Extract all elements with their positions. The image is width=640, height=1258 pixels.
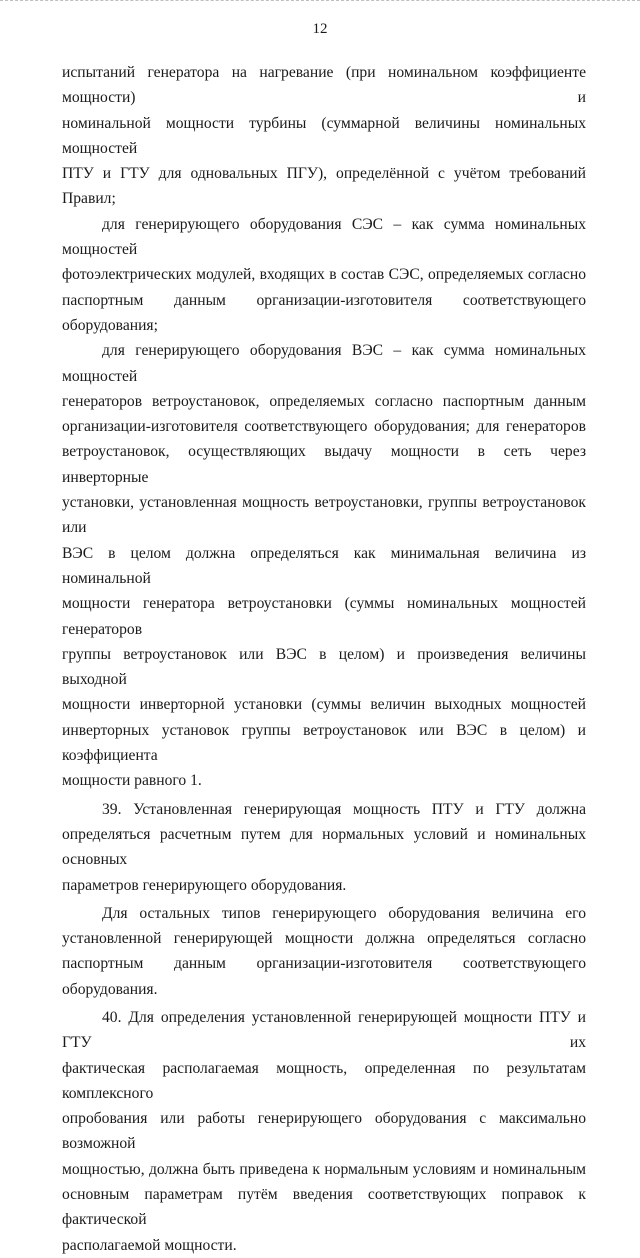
- text-line: 39. Установленная генерирующая мощность ПТУ и ГТУ должна: [102, 800, 586, 818]
- scan-edge-divider: [0, 0, 640, 4]
- text-line: основным параметрам путём введения соответствующих поправок к фактической: [62, 1186, 586, 1229]
- text-line: установки, установленная мощность ветроустановки, группы ветроустановок или: [62, 494, 586, 537]
- document-body: [62, 60, 586, 1258]
- text-line: фотоэлектрических модулей, входящих в состав СЭС, определяемых согласно: [62, 266, 586, 284]
- text-line: номинальной мощности турбины (суммарной величины номинальных мощностей: [62, 114, 586, 157]
- text-line: ВЭС в целом должна определяться как минимальная величина из номинальной: [62, 544, 586, 587]
- text-line: определяться расчетным путем для нормальных условий и номинальных основных: [62, 825, 586, 869]
- text-line: располагаемой мощности.: [62, 1236, 237, 1254]
- text-line: организации-изготовителя соответствующего оборудования; для генераторов: [62, 418, 586, 436]
- text-line: для генерирующего оборудования СЭС – как сумма номинальных мощностей: [62, 215, 586, 259]
- text-line: генераторов ветроустановок, определяемых согласно паспортным данным: [62, 392, 586, 410]
- text-line: фактическая располагаемая мощность, определенная по результатам комплексного: [62, 1059, 586, 1102]
- text-line: Для остальных типов генерирующего оборудования величина его: [102, 904, 586, 922]
- text-line: мощностью, должна быть приведена к нормальным условиям и номинальным: [62, 1160, 586, 1178]
- page-number: 12: [312, 21, 328, 37]
- text-line: для генерирующего оборудования ВЭС – как сумма номинальных мощностей: [62, 342, 586, 385]
- text-line: мощности инверторной установки (суммы величин выходных мощностей: [62, 696, 586, 714]
- text-line: ПТУ и ГТУ для одновальных ПГУ), определённой с учётом требований Правил;: [62, 165, 586, 208]
- text-line: испытаний генератора на нагревание (при номинальном коэффициенте мощности) и: [62, 64, 586, 107]
- text-line: группы ветроустановок или ВЭС в целом) и произведения величины выходной: [62, 645, 586, 689]
- text-line: установленной генерирующей мощности должна определяться согласно: [62, 930, 586, 948]
- text-line: паспортным данным организации-изготовителя соответствующего оборудования;: [62, 291, 586, 334]
- text-line: паспортным данным организации-изготовителя соответствующего оборудования.: [62, 955, 586, 998]
- text-line: мощности равного 1.: [62, 772, 202, 790]
- text-line: ветроустановок, осуществляющих выдачу мощности в сеть через инверторные: [62, 443, 586, 486]
- text-line: параметров генерирующего оборудования.: [62, 876, 347, 894]
- text-line: 40. Для определения установленной генерирующей мощности ПТУ и ГТУ их: [62, 1008, 586, 1052]
- text-line: инверторных установок группы ветроустановок или ВЭС в целом) и коэффициента: [62, 721, 586, 765]
- text-line: мощности генератора ветроустановки (суммы номинальных мощностей генераторов: [62, 595, 586, 638]
- text-line: опробования или работы генерирующего оборудования с максимально возможной: [62, 1110, 586, 1153]
